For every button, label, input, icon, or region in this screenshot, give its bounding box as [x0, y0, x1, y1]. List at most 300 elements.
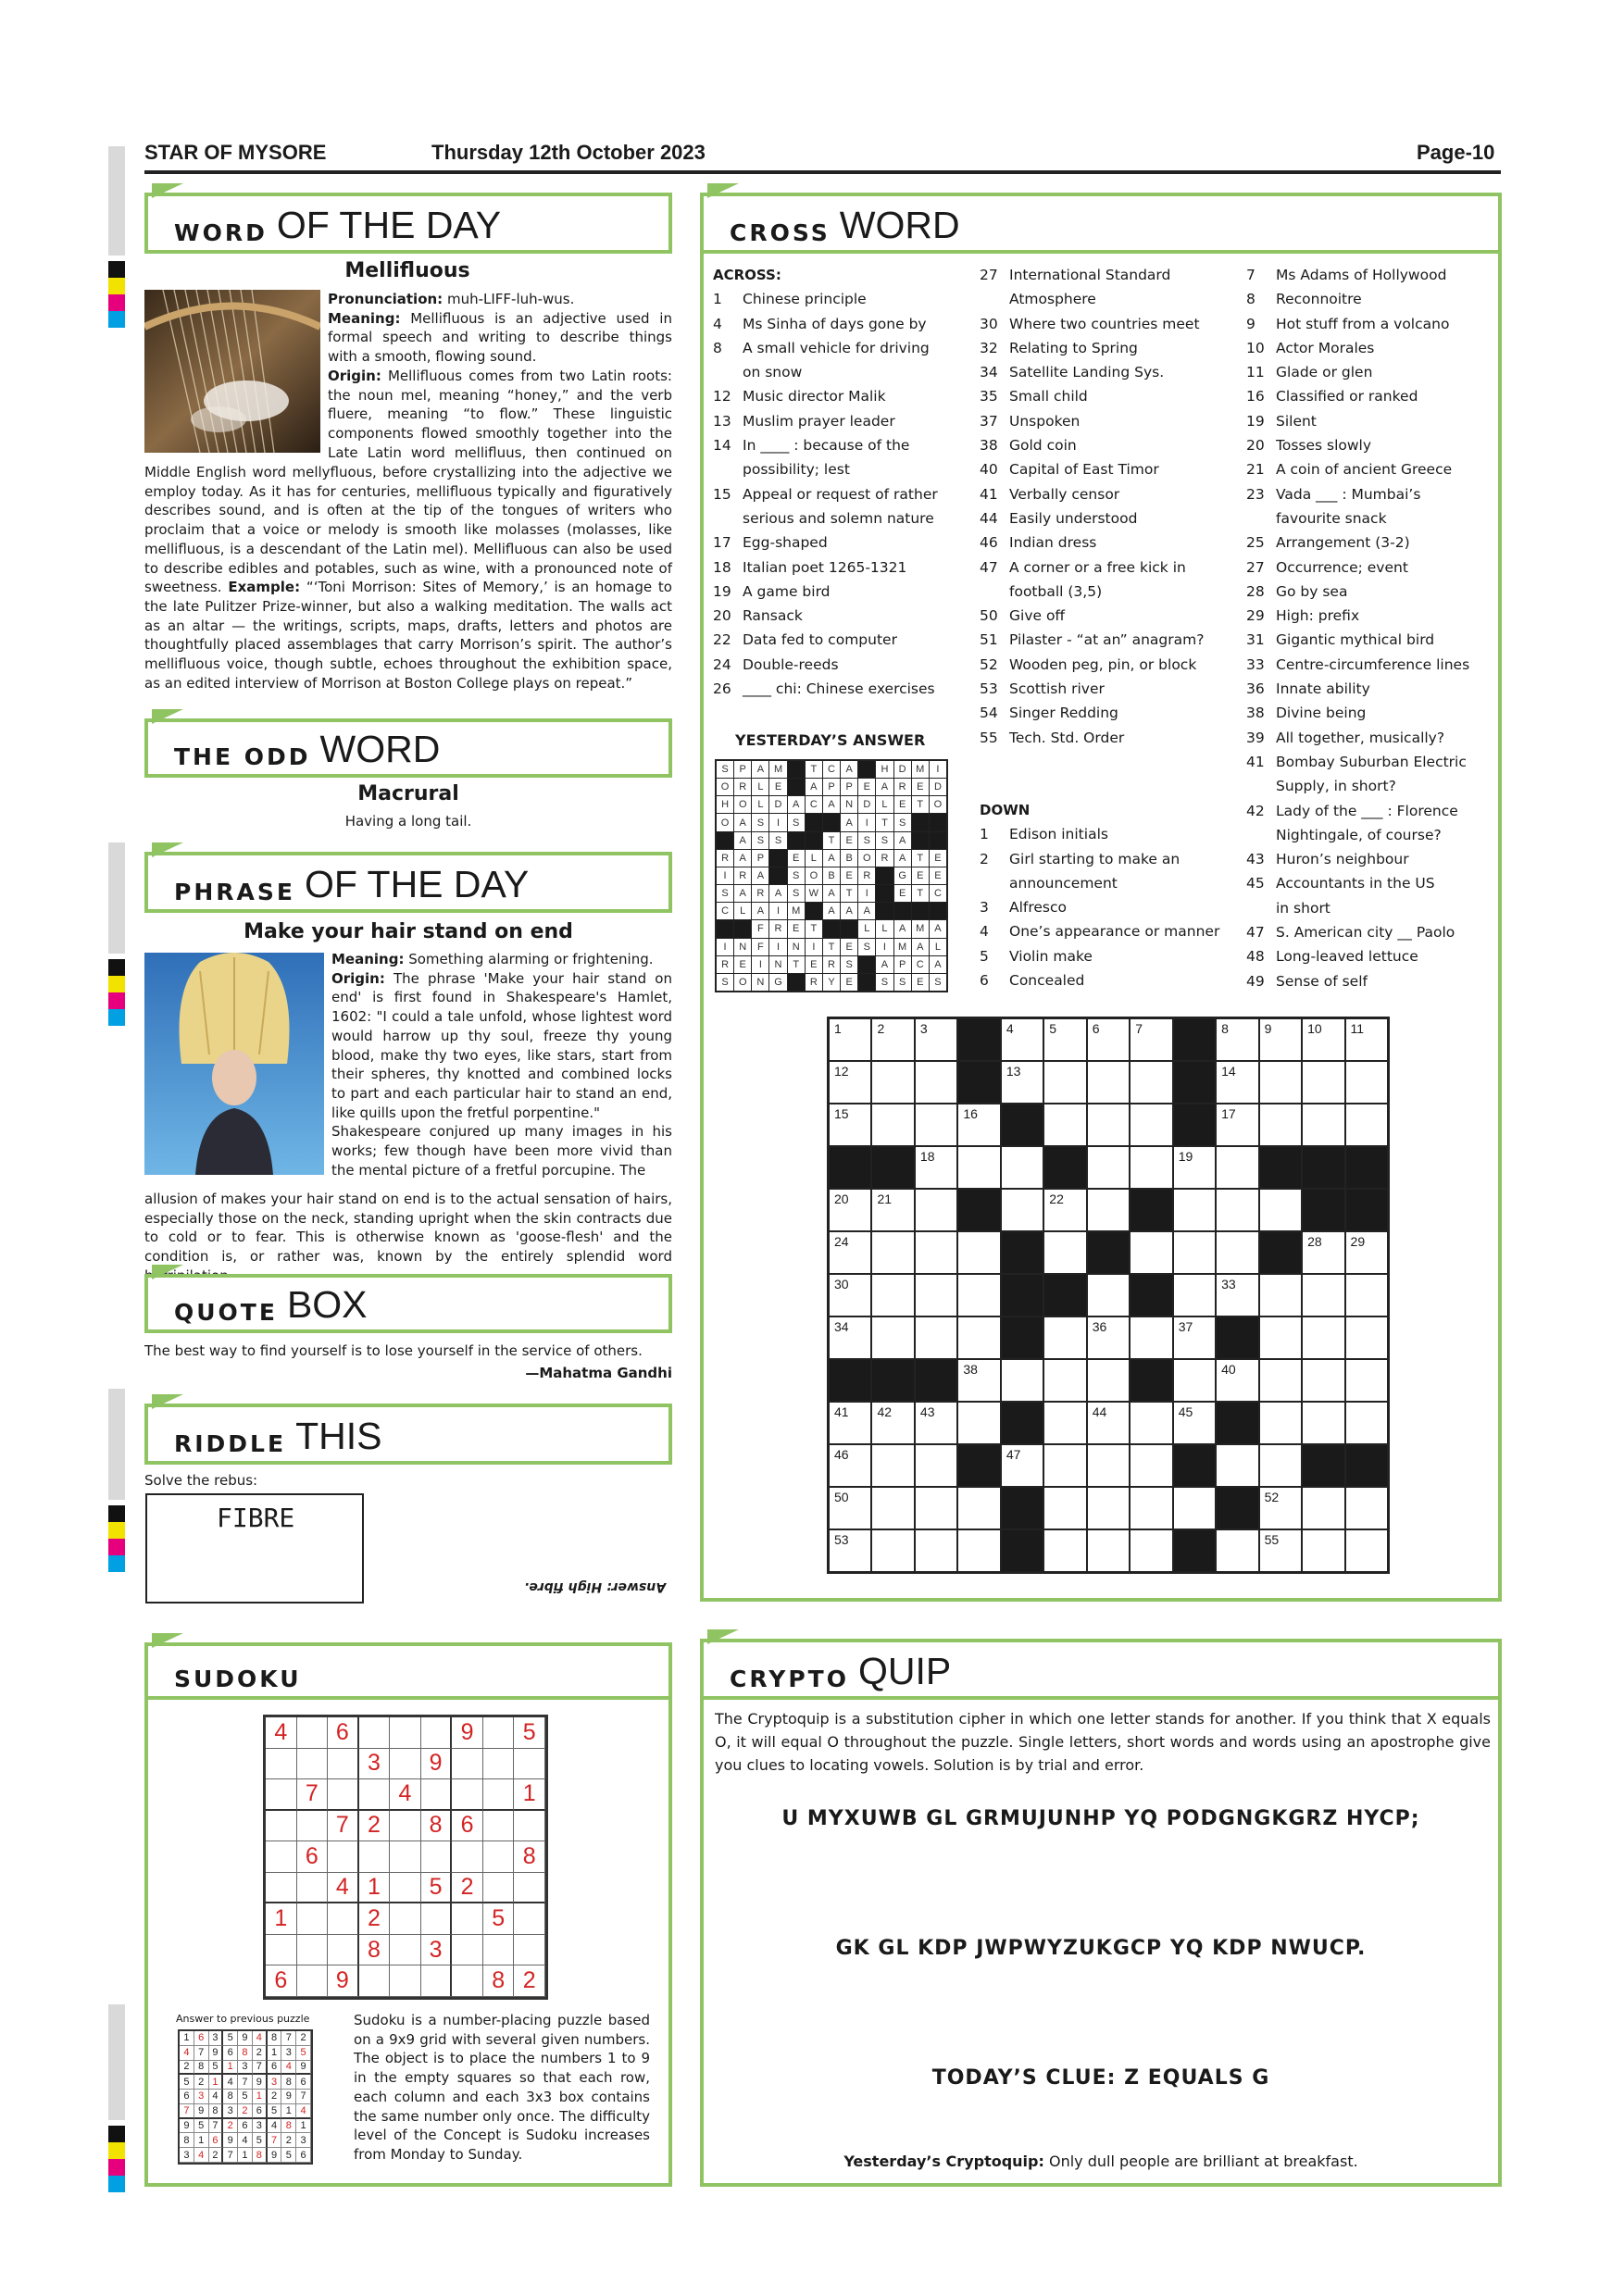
crossword-cell[interactable] [872, 1488, 913, 1529]
clue-text: favourite snack [1276, 509, 1387, 527]
crossword-cell[interactable] [872, 1445, 913, 1486]
crossword-cell[interactable] [1174, 1360, 1215, 1401]
previous-sudoku-grid [178, 2029, 313, 2165]
crossword-cell[interactable] [1346, 1530, 1387, 1571]
clue-item [980, 919, 1239, 943]
clue-item [1246, 774, 1496, 798]
sudoku-cell[interactable]: 2 [359, 1811, 391, 1842]
crossword-cell[interactable] [916, 1104, 956, 1145]
sudoku-cell[interactable] [359, 1779, 391, 1811]
sudoku-cell[interactable]: 9 [421, 1749, 453, 1780]
previous-sudoku-cell: 9 [296, 2061, 311, 2076]
crossword-cell[interactable] [1260, 1104, 1301, 1145]
crossword-cell[interactable] [1044, 1104, 1085, 1145]
crossword-cell[interactable] [1303, 1403, 1343, 1443]
crossword-cell[interactable] [1002, 1062, 1043, 1103]
sudoku-cell[interactable] [297, 1935, 329, 1966]
crossword-cell[interactable] [1303, 1104, 1343, 1145]
crossword-cell[interactable] [872, 1403, 913, 1443]
crossword-cell[interactable] [1174, 1232, 1215, 1273]
crossword-cell[interactable] [1088, 1275, 1129, 1316]
crossword-cell[interactable] [958, 1488, 999, 1529]
crossword-cell[interactable] [1303, 1360, 1343, 1401]
crossword-cell[interactable] [1217, 1530, 1257, 1571]
crossword-cell[interactable] [830, 1275, 870, 1316]
sudoku-cell[interactable] [266, 1779, 297, 1811]
sudoku-cell[interactable] [390, 1749, 421, 1780]
quote-author: —Mahatma Gandhi [525, 1365, 672, 1381]
crossword-cell[interactable] [1303, 1232, 1343, 1273]
crossword-cell[interactable] [916, 1190, 956, 1230]
crossword-cell[interactable] [872, 1232, 913, 1273]
crossword-cell[interactable] [872, 1275, 913, 1316]
answer-black-cell [769, 867, 786, 884]
crossword-cell[interactable] [1260, 1062, 1301, 1103]
answer-black-cell [858, 761, 875, 778]
crossword-cell[interactable] [1131, 1530, 1171, 1571]
crossword-cell[interactable] [1346, 1019, 1387, 1060]
crossword-cell[interactable] [1346, 1275, 1387, 1316]
sudoku-cell[interactable]: 4 [266, 1717, 297, 1749]
sudoku-cell[interactable] [266, 1841, 297, 1873]
cell-number: 12 [834, 1064, 849, 1079]
sudoku-cell[interactable] [452, 1935, 483, 1966]
answer-cell: P [894, 956, 911, 973]
crossword-cell[interactable] [1260, 1360, 1301, 1401]
sudoku-cell[interactable] [452, 1749, 483, 1780]
answer-cell: R [734, 779, 751, 795]
crossword-cell[interactable] [916, 1488, 956, 1529]
crossword-heading: CROSS WORD [700, 193, 1502, 254]
answer-cell: T [806, 920, 822, 937]
crossword-cell[interactable] [1260, 1445, 1301, 1486]
clue-text: Ms Sinha of days gone by [743, 315, 927, 332]
crossword-cell[interactable] [830, 1104, 870, 1145]
crossword-cell[interactable] [1044, 1232, 1085, 1273]
crossword-cell[interactable] [958, 1232, 999, 1273]
answer-cell: S [876, 974, 893, 991]
clue-number: 11 [1246, 364, 1265, 381]
crossword-cell[interactable] [1088, 1403, 1129, 1443]
sudoku-cell[interactable] [483, 1873, 515, 1904]
answer-black-cell [858, 956, 875, 973]
sudoku-cell[interactable] [483, 1811, 515, 1842]
previous-sudoku-cell: 8 [253, 2148, 268, 2163]
crossword-cell[interactable] [1217, 1232, 1257, 1273]
crossword-cell[interactable] [1044, 1317, 1085, 1358]
sudoku-cell[interactable]: 1 [514, 1779, 545, 1811]
crossword-cell[interactable] [1217, 1104, 1257, 1145]
crossword-cell[interactable] [1002, 1445, 1043, 1486]
crossword-cell[interactable] [830, 1232, 870, 1273]
crossword-cell[interactable] [830, 1445, 870, 1486]
crossword-cell[interactable] [1002, 1360, 1043, 1401]
answer-cell: E [930, 850, 946, 867]
clue-item [1246, 628, 1496, 652]
crossword-cell[interactable] [1174, 1275, 1215, 1316]
clue-text: Gold coin [1009, 437, 1077, 455]
crossword-cell[interactable] [1131, 1445, 1171, 1486]
sudoku-cell[interactable] [297, 1965, 329, 1997]
sudoku-cell[interactable] [421, 1841, 453, 1873]
crossword-cell[interactable] [1217, 1360, 1257, 1401]
sudoku-cell[interactable] [483, 1749, 515, 1780]
sudoku-cell[interactable] [514, 1749, 545, 1780]
sudoku-cell[interactable] [514, 1903, 545, 1935]
sudoku-cell[interactable] [452, 1965, 483, 1997]
sudoku-cell[interactable] [483, 1841, 515, 1873]
crossword-cell[interactable] [1044, 1488, 1085, 1529]
crossword-cell[interactable] [830, 1190, 870, 1230]
previous-sudoku-cell: 4 [296, 2104, 311, 2119]
crossword-cell[interactable] [958, 1147, 999, 1188]
crossword-cell[interactable] [1088, 1104, 1129, 1145]
sudoku-cell[interactable] [390, 1841, 421, 1873]
answer-cell: N [769, 956, 786, 973]
cell-number: 20 [834, 1192, 849, 1206]
sudoku-cell[interactable] [297, 1903, 329, 1935]
sudoku-cell[interactable] [390, 1717, 421, 1749]
crossword-cell[interactable] [1088, 1488, 1129, 1529]
sudoku-cell[interactable]: 4 [328, 1873, 359, 1904]
sudoku-cell[interactable]: 8 [514, 1841, 545, 1873]
answer-black-cell [769, 850, 786, 867]
crossword-cell[interactable] [1217, 1062, 1257, 1103]
sudoku-cell[interactable] [328, 1935, 359, 1966]
crossword-cell[interactable] [1260, 1530, 1301, 1571]
crossword-cell[interactable] [916, 1147, 956, 1188]
clue-text: Nightingale, of course? [1276, 826, 1442, 843]
sudoku-cell[interactable] [390, 1965, 421, 1997]
crossword-cell[interactable] [1174, 1403, 1215, 1443]
across-clues-continued [980, 263, 1239, 750]
crossword-cell[interactable] [830, 1062, 870, 1103]
crossword-black-cell [1002, 1488, 1043, 1529]
crossword-cell[interactable] [1346, 1232, 1387, 1273]
clue-item [980, 384, 1239, 408]
clue-text: on snow [743, 364, 803, 381]
crossword-cell[interactable] [1303, 1317, 1343, 1358]
sudoku-cell[interactable] [390, 1873, 421, 1904]
crossword-cell[interactable] [916, 1275, 956, 1316]
sudoku-cell[interactable]: 1 [359, 1873, 391, 1904]
crossword-cell[interactable] [1088, 1317, 1129, 1358]
sudoku-cell[interactable]: 6 [297, 1841, 329, 1873]
answer-cell: S [894, 814, 911, 830]
crossword-cell[interactable] [1174, 1488, 1215, 1529]
crossword-cell[interactable] [1044, 1530, 1085, 1571]
crossword-cell[interactable] [1088, 1062, 1129, 1103]
sudoku-grid[interactable] [263, 1715, 548, 2000]
clue-number: 15 [713, 485, 731, 503]
sudoku-cell[interactable] [514, 1811, 545, 1842]
crossword-cell[interactable] [1260, 1403, 1301, 1443]
sudoku-cell[interactable]: 8 [483, 1965, 515, 1997]
clue-number: 47 [1246, 924, 1265, 942]
sudoku-cell[interactable] [390, 1935, 421, 1966]
sudoku-cell[interactable] [452, 1841, 483, 1873]
sudoku-cell[interactable]: 1 [266, 1903, 297, 1935]
clue-item [713, 409, 972, 433]
sudoku-cell[interactable]: 3 [421, 1935, 453, 1966]
crossword-cell[interactable] [1131, 1488, 1171, 1529]
previous-sudoku-cell: 6 [223, 2046, 238, 2061]
crossword-cell[interactable] [1131, 1062, 1171, 1103]
answer-cell: E [894, 796, 911, 813]
sudoku-cell[interactable]: 9 [328, 1965, 359, 1997]
sudoku-cell[interactable] [483, 1779, 515, 1811]
sudoku-cell[interactable] [452, 1779, 483, 1811]
crossword-cell[interactable] [872, 1019, 913, 1060]
sudoku-cell[interactable] [297, 1873, 329, 1904]
crossword-cell[interactable] [916, 1062, 956, 1103]
crossword-cell[interactable] [1002, 1019, 1043, 1060]
crossword-cell[interactable] [1303, 1488, 1343, 1529]
crossword-cell[interactable] [916, 1317, 956, 1358]
down-title: DOWN [980, 802, 1031, 818]
crossword-cell[interactable] [1088, 1530, 1129, 1571]
answer-cell: I [769, 814, 786, 830]
answer-cell: L [752, 796, 768, 813]
sudoku-cell[interactable]: 7 [328, 1811, 359, 1842]
registration-magenta [108, 294, 125, 311]
answer-cell: C [930, 885, 946, 902]
crossword-cell[interactable] [830, 1403, 870, 1443]
crossword-cell[interactable] [1303, 1275, 1343, 1316]
crossword-cell[interactable] [1260, 1317, 1301, 1358]
sudoku-cell[interactable] [421, 1779, 453, 1811]
cell-number: 11 [1350, 1021, 1365, 1036]
sudoku-cell[interactable] [359, 1841, 391, 1873]
answer-cell: A [734, 814, 751, 830]
clue-item [980, 968, 1239, 992]
crossword-cell[interactable] [1044, 1445, 1085, 1486]
crossword-cell[interactable] [872, 1062, 913, 1103]
sudoku-cell[interactable] [421, 1903, 453, 1935]
answer-cell: R [752, 885, 768, 902]
sudoku-cell[interactable]: 2 [514, 1965, 545, 1997]
answer-cell: D [894, 761, 911, 778]
clue-number: 17 [713, 534, 731, 552]
crossword-cell[interactable] [916, 1232, 956, 1273]
crossword-cell[interactable] [1217, 1445, 1257, 1486]
sudoku-cell[interactable] [421, 1965, 453, 1997]
heading-flag [152, 1633, 183, 1648]
crossword-cell[interactable] [916, 1403, 956, 1443]
crossword-black-cell [958, 1019, 999, 1060]
clue-item [980, 506, 1239, 530]
previous-sudoku-cell: 7 [180, 2104, 194, 2119]
sudoku-cell[interactable] [390, 1903, 421, 1935]
crossword-cell[interactable] [958, 1530, 999, 1571]
crossword-cell[interactable] [1044, 1190, 1085, 1230]
sudoku-cell[interactable]: 2 [359, 1903, 391, 1935]
crossword-cell[interactable] [958, 1403, 999, 1443]
crossword-black-cell [1346, 1190, 1387, 1230]
sudoku-cell[interactable] [390, 1811, 421, 1842]
crossword-cell[interactable] [1131, 1104, 1171, 1145]
crossword-cell[interactable] [1002, 1147, 1043, 1188]
sudoku-cell[interactable]: 6 [266, 1965, 297, 1997]
answer-cell: S [788, 814, 805, 830]
clue-number: 23 [1246, 485, 1265, 503]
across-clues [713, 263, 972, 701]
crossword-cell[interactable] [872, 1104, 913, 1145]
crossword-cell[interactable] [1088, 1360, 1129, 1401]
answer-cell: H [717, 796, 733, 813]
crossword-cell[interactable] [1088, 1445, 1129, 1486]
sudoku-cell[interactable]: 8 [359, 1935, 391, 1966]
previous-sudoku-cell: 4 [180, 2046, 194, 2061]
sudoku-cell[interactable]: 9 [452, 1717, 483, 1749]
crossword-cell[interactable] [958, 1317, 999, 1358]
crossword-cell[interactable] [830, 1019, 870, 1060]
sudoku-cell[interactable] [297, 1811, 329, 1842]
answer-cell: A [823, 885, 840, 902]
sudoku-cell[interactable] [266, 1935, 297, 1966]
sudoku-cell[interactable]: 4 [390, 1779, 421, 1811]
crossword-cell[interactable] [1217, 1275, 1257, 1316]
sudoku-cell[interactable]: 6 [328, 1717, 359, 1749]
crossword-cell[interactable] [1131, 1317, 1171, 1358]
clue-item [980, 457, 1239, 481]
crossword-cell[interactable] [830, 1488, 870, 1529]
crossword-cell[interactable] [1088, 1190, 1129, 1230]
crossword-cell[interactable] [1131, 1403, 1171, 1443]
sudoku-cell[interactable]: 8 [421, 1811, 453, 1842]
answer-cell: O [806, 867, 822, 884]
sudoku-cell[interactable]: 7 [297, 1779, 329, 1811]
sudoku-cell[interactable]: 6 [452, 1811, 483, 1842]
sudoku-cell[interactable] [483, 1935, 515, 1966]
sudoku-cell[interactable] [328, 1841, 359, 1873]
crossword-cell[interactable] [1346, 1104, 1387, 1145]
crossword-cell[interactable] [1131, 1019, 1171, 1060]
crossword-cell[interactable] [958, 1104, 999, 1145]
crossword-cell[interactable] [1303, 1062, 1343, 1103]
quote-text: The best way to find yourself is to lose yourself in the service of others. [144, 1342, 643, 1359]
crossword-black-cell [1260, 1232, 1301, 1273]
answer-cell: R [876, 850, 893, 867]
sudoku-cell[interactable] [266, 1873, 297, 1904]
answer-cell: A [930, 956, 946, 973]
crossword-cell[interactable] [1131, 1232, 1171, 1273]
answer-black-cell [806, 832, 822, 849]
crossword-grid[interactable] [827, 1017, 1390, 1574]
clue-number: 41 [980, 485, 998, 503]
sudoku-cell[interactable] [514, 1935, 545, 1966]
sudoku-cell[interactable] [359, 1717, 391, 1749]
clue-item [980, 530, 1239, 555]
crossword-cell[interactable] [1217, 1019, 1257, 1060]
sudoku-cell[interactable] [297, 1717, 329, 1749]
crossword-cell[interactable] [1346, 1488, 1387, 1529]
crossword-cell[interactable] [1346, 1062, 1387, 1103]
crossword-cell[interactable] [1260, 1190, 1301, 1230]
crossword-cell[interactable] [1044, 1062, 1085, 1103]
sudoku-cell[interactable] [266, 1811, 297, 1842]
clue-item [980, 555, 1239, 580]
answer-black-cell [823, 814, 840, 830]
crossword-cell[interactable] [1346, 1317, 1387, 1358]
crossword-cell[interactable] [1044, 1403, 1085, 1443]
crossword-cell[interactable] [1174, 1147, 1215, 1188]
clue-number: 5 [980, 947, 989, 965]
clue-item [1246, 653, 1496, 677]
crossword-cell[interactable] [1260, 1275, 1301, 1316]
sudoku-cell[interactable]: 5 [514, 1717, 545, 1749]
crossword-cell[interactable] [1002, 1190, 1043, 1230]
answer-cell: S [841, 956, 857, 973]
sudoku-cell[interactable] [359, 1965, 391, 1997]
cell-number: 17 [1221, 1106, 1236, 1121]
sudoku-cell[interactable]: 2 [452, 1873, 483, 1904]
clue-item [1246, 409, 1496, 433]
crossword-cell[interactable] [916, 1445, 956, 1486]
sudoku-cell[interactable]: 5 [421, 1873, 453, 1904]
sudoku-description: Sudoku is a number-placing puzzle based on a 9x9 grid with several given numbers. The object is to place the numbers 1 to 9 in the empty squares so that each row, each column and each 3x3 box contains the same number only once. The difficulty level of the Concept is Sudoku increases from Monday to Sunday. [354, 2012, 650, 2163]
answer-cell: T [841, 885, 857, 902]
crossword-cell[interactable] [1346, 1403, 1387, 1443]
crossword-cell[interactable] [1303, 1019, 1343, 1060]
answer-cell: A [858, 903, 875, 919]
sudoku-cell[interactable] [421, 1717, 453, 1749]
sudoku-cell[interactable] [266, 1749, 297, 1780]
answer-cell: P [823, 779, 840, 795]
crossword-cell[interactable] [1217, 1147, 1257, 1188]
sudoku-cell[interactable] [514, 1873, 545, 1904]
crossword-cell[interactable] [872, 1190, 913, 1230]
crossword-cell[interactable] [1131, 1147, 1171, 1188]
sudoku-cell[interactable] [328, 1903, 359, 1935]
sudoku-cell[interactable] [297, 1749, 329, 1780]
crossword-cell[interactable] [1260, 1019, 1301, 1060]
registration-bar [108, 2004, 125, 2120]
sudoku-cell[interactable] [483, 1717, 515, 1749]
crossword-cell[interactable] [1260, 1488, 1301, 1529]
crossword-cell[interactable] [830, 1317, 870, 1358]
clue-number: 21 [1246, 461, 1265, 479]
crossword-cell[interactable] [1303, 1530, 1343, 1571]
crossword-cell[interactable] [872, 1317, 913, 1358]
crossword-cell[interactable] [958, 1275, 999, 1316]
crossword-cell[interactable] [1088, 1147, 1129, 1188]
crossword-cell[interactable] [916, 1019, 956, 1060]
crossword-cell[interactable] [1174, 1190, 1215, 1230]
registration-bar [108, 842, 125, 954]
crossword-cell[interactable] [958, 1360, 999, 1401]
sudoku-cell[interactable]: 3 [359, 1749, 391, 1780]
crossword-cell[interactable] [1044, 1019, 1085, 1060]
sudoku-cell[interactable] [452, 1903, 483, 1935]
cell-number: 29 [1350, 1234, 1366, 1249]
sudoku-cell[interactable] [328, 1749, 359, 1780]
crossword-cell[interactable] [830, 1530, 870, 1571]
crossword-cell[interactable] [1174, 1317, 1215, 1358]
crossword-cell[interactable] [1088, 1019, 1129, 1060]
crossword-cell[interactable] [872, 1530, 913, 1571]
sudoku-cell[interactable] [328, 1779, 359, 1811]
clue-item [1246, 263, 1496, 287]
clue-item [713, 433, 972, 457]
crossword-cell[interactable] [1044, 1360, 1085, 1401]
answer-black-cell [806, 903, 822, 919]
crossword-cell[interactable] [1217, 1190, 1257, 1230]
crossword-cell[interactable] [916, 1530, 956, 1571]
crossword-cell[interactable] [1346, 1360, 1387, 1401]
sudoku-cell[interactable]: 5 [483, 1903, 515, 1935]
previous-sudoku-cell: 4 [268, 2119, 282, 2134]
